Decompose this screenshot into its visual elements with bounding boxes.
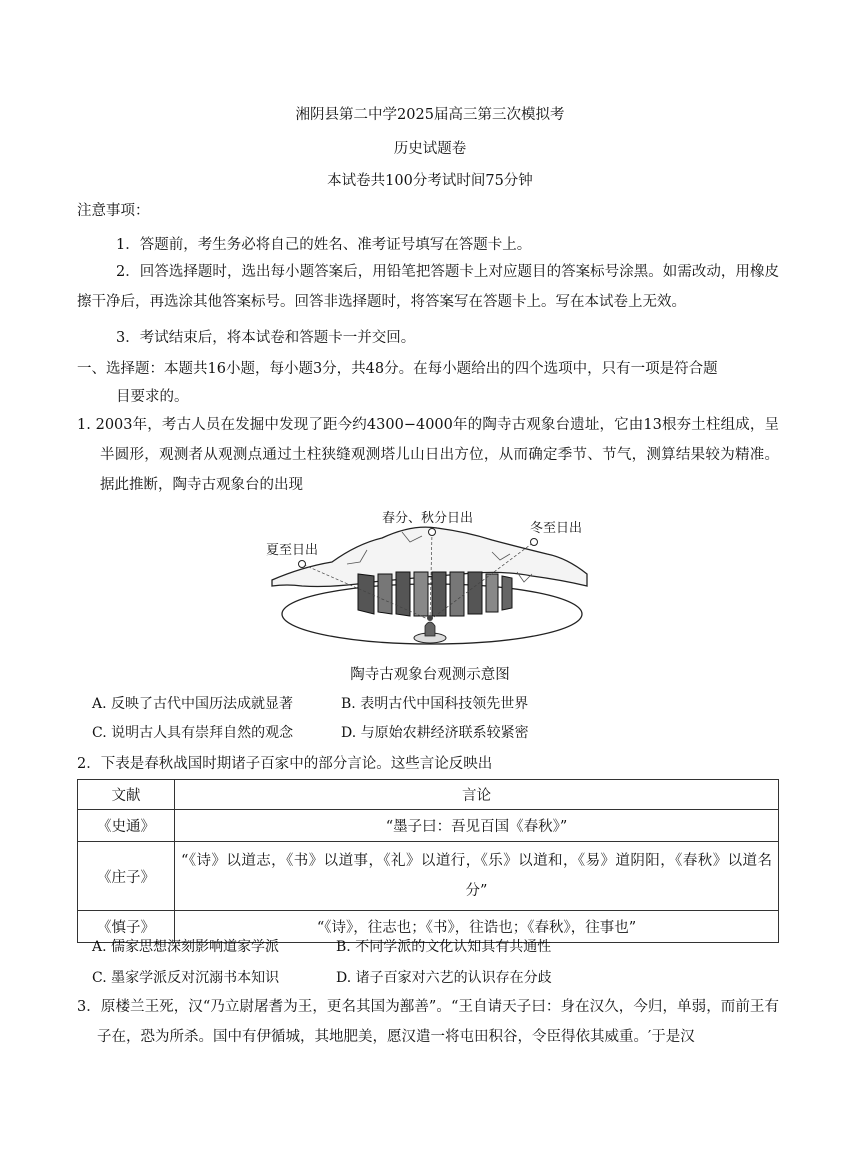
q2-option-c[interactable]: C. 墨家学派反对沉溺书本知识	[92, 970, 280, 986]
label-equinox: 春分、秋分日出	[382, 511, 474, 526]
earth-pillar	[414, 572, 428, 616]
note-item-3: 3．考试结束后，将本试卷和答题卡一并交回。	[116, 330, 416, 346]
earth-pillar	[450, 572, 464, 616]
table-cell-source: 《慎子》	[78, 911, 175, 943]
sun-equinox-icon	[429, 529, 436, 536]
quotes-table	[77, 779, 779, 943]
table-cell-quote: “《诗》以道志，《书》以道事，《礼》以道行，《乐》以道和，《易》道阴阳，《春秋》以道名分”	[175, 842, 779, 911]
q1-option-b[interactable]: B. 表明古代中国科技领先世界	[341, 696, 529, 712]
label-winter-solstice: 冬至日出	[530, 521, 583, 536]
notes-heading: 注意事项：	[77, 203, 150, 219]
q2-option-a[interactable]: A. 儒家思想深刻影响道家学派	[92, 939, 280, 955]
question-1-stem: 1. 2003年，考古人员在发掘中发现了距今约4300−4000年的陶寺古观象台遗址，它由13根夯土柱组成，呈半圆形，观测者从观测点通过土柱狭缝观测塔儿山日出方位，从而确定季节、节气，测算结果较为精准。据此推断，陶寺古观象台的出现	[77, 417, 779, 493]
table-header-source: 文献	[78, 780, 175, 810]
note-item-1: 1．答题前，考生务必将自己的姓名、准考证号填写在答题卡上。	[116, 237, 532, 253]
sun-summer-icon	[299, 561, 306, 568]
observatory-diagram	[262, 502, 606, 652]
q2-option-d[interactable]: D. 诸子百家对六艺的认识存在分歧	[336, 970, 552, 986]
label-summer-solstice: 夏至日出	[266, 543, 319, 558]
figure-caption: 陶寺古观象台观测示意图	[350, 667, 510, 683]
q1-option-c[interactable]: C. 说明古人具有崇拜自然的观念	[92, 725, 294, 741]
earth-pillar	[486, 574, 498, 612]
exam-title: 湘阴县第二中学2025届高三第三次模拟考	[295, 107, 565, 123]
question-3-stem: 3．原楼兰王死，汉“乃立尉屠耆为王，更名其国为鄯善”。“王自请天子曰：身在汉久，今归，单弱，而前王有子在，恐为所杀。国中有伊循城，其地肥美，愿汉遣一将屯田积谷，令臣得依其威重。′于是汉	[77, 999, 779, 1045]
table-cell-source: 《史通》	[78, 810, 175, 842]
table-cell-source: 《庄子》	[78, 842, 175, 911]
exam-info: 本试卷共100分考试时间75分钟	[327, 173, 533, 189]
earth-pillar	[468, 572, 482, 614]
earth-pillar	[378, 574, 392, 614]
q1-option-d[interactable]: D. 与原始农耕经济联系较紧密	[341, 725, 529, 741]
mountain-ridge	[272, 527, 587, 586]
q1-option-a[interactable]: A. 反映了古代中国历法成就显著	[92, 696, 294, 712]
q2-option-b[interactable]: B. 不同学派的文化认知具有共通性	[336, 939, 552, 955]
question-2-stem: 2．下表是春秋战国时期诸子百家中的部分言论。这些言论反映出	[77, 756, 493, 772]
table-cell-quote: “《诗》，往志也；《书》，往诰也；《春秋》，往事也”	[175, 911, 779, 943]
table-row	[78, 842, 779, 911]
earth-pillar	[396, 572, 410, 616]
sun-winter-icon	[531, 539, 538, 546]
exam-subtitle: 历史试题卷	[393, 141, 467, 157]
observer-head	[427, 615, 433, 621]
table-header-quote: 言论	[175, 780, 779, 810]
note-item-2: 2．回答选择题时，选出每小题答案后，用铅笔把答题卡上对应题目的答案标号涂黑。如需改动，用橡皮擦干净后，再选涂其他答案标号。回答非选择题时，将答案写在答题卡上。写在本试卷上无效。	[77, 264, 779, 310]
earth-pillar	[358, 574, 374, 614]
section-heading-line2: 目要求的。	[116, 389, 189, 405]
table-cell-quote: “墨子曰：吾见百国《春秋》”	[175, 810, 779, 842]
table-header-row	[78, 780, 779, 810]
section-heading-line1: 一、选择题：本题共16小题，每小题3分，共48分。在每小题给出的四个选项中，只有一项是符合题	[77, 361, 718, 377]
table-row	[78, 810, 779, 842]
observer-figure	[425, 622, 435, 636]
earth-pillar	[502, 576, 512, 610]
